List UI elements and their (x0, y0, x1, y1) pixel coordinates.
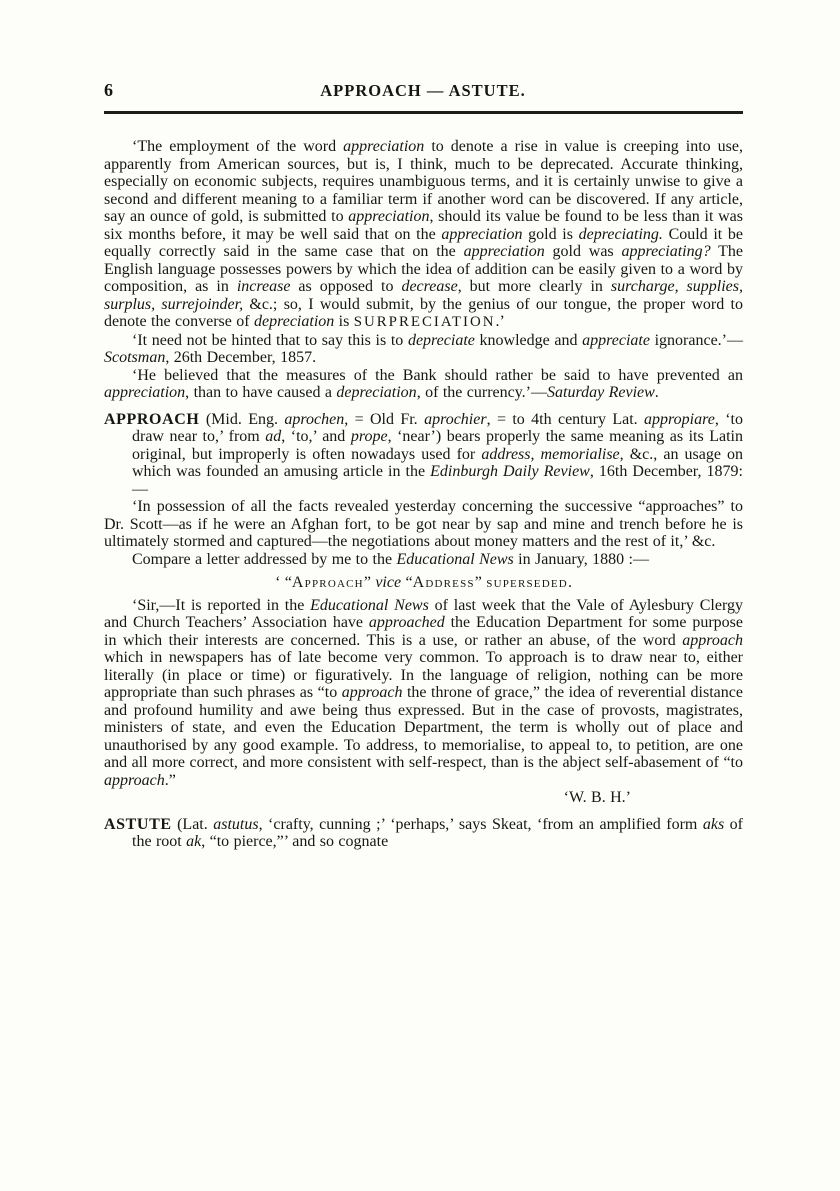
text-run: increase (236, 278, 291, 295)
text-run: Edinburgh Daily Review (430, 463, 590, 480)
text-run: Compare a letter addressed by me to the (132, 550, 397, 568)
quote-bank-measures (104, 367, 743, 402)
text-run: which in newspapers has of late become very common. To approach is to draw near to, either literally (in place or time) or figuratively. In the language of religion, nothing can be more appropriate than such phrases as “to (104, 649, 743, 701)
signature-wbh (104, 789, 743, 807)
text-run: The English language possesses powers by which the idea of addition can be easily given to a word by composition, as in (104, 243, 743, 295)
para-compare-letter (104, 551, 743, 569)
text-run: aks (702, 815, 725, 833)
text-run: , ‘to draw near to,’ from (132, 410, 743, 445)
text-run: &c., an usage on which was founded an amusing article in the (132, 445, 743, 480)
text-run: ‘W. B. H.’ (563, 789, 631, 806)
text-run: Could it be equally correctly said in the same case that on the (104, 225, 744, 260)
page-text-block (104, 138, 743, 851)
text-run: appreciation (463, 243, 545, 260)
text-run: , ‘near’) bears properly the same meaning as its Latin original, but improperly is often nowadays used for (132, 428, 743, 463)
text-run: approached (368, 614, 445, 631)
running-header (104, 80, 742, 102)
text-run: , 16th December, 1879:— (132, 463, 743, 498)
text-run: gold is (522, 225, 579, 243)
text-run: APPROACH (104, 410, 200, 428)
text-run: appreciation (104, 384, 186, 401)
text-run: approach (104, 771, 165, 789)
text-run: (Lat. (171, 815, 214, 833)
text-run: ‘ “ (275, 574, 292, 591)
text-run: “ (401, 574, 413, 591)
text-run: appreciation (441, 225, 523, 243)
text-run: , than to have caused a (185, 384, 337, 401)
text-run: ad (265, 428, 282, 445)
text-run: , should its value be found to be less than it was six months before, it may be well said that on the (104, 208, 743, 243)
text-run: ASTUTE (104, 815, 172, 833)
page-number: 6 (104, 80, 113, 100)
text-run: appreciating? (621, 243, 711, 260)
text-run: vice (375, 574, 402, 591)
text-run: in January, 1880 :— (513, 550, 649, 568)
text-run: , “to pierce,”’ and so cognate (201, 833, 389, 850)
text-run: the Education Department for some purpose in which their interests are concerned. This is a use, or rather an abuse, of the word (104, 614, 743, 649)
text-run: , = Old Fr. (344, 410, 425, 428)
text-run: , ‘crafty, cunning ;’ ‘perhaps,’ says Skeat, ‘from an amplified form (258, 815, 703, 833)
text-run: Approach (291, 574, 364, 591)
text-run: .’ (495, 313, 505, 330)
text-run: Educational News (396, 550, 514, 568)
text-run: astutus (213, 815, 259, 833)
text-run: gold was (544, 243, 622, 260)
text-run: . (654, 384, 659, 401)
text-run: , but more clearly in (457, 278, 611, 295)
text-run: depreciation (336, 384, 417, 401)
text-run: appreciate (582, 331, 650, 349)
text-run: approach (682, 631, 743, 649)
text-run: ‘Sir,—It is reported in the (132, 596, 311, 614)
text-run: depreciate (407, 331, 475, 349)
text-run: to denote a rise in value is creeping into use, apparently from American sources, but is, I think, much to be deprecated. Accurate thinking, especially on economic subjects, requires unambiguous terms, and it is certainly unwise to give a second and different meaning to a familiar term if another word can be discovered. If any article, say an ounce of gold, is submitted to (104, 138, 743, 225)
header-rule (104, 111, 743, 114)
text-run: appropiare (644, 410, 715, 428)
text-run: depreciation (253, 313, 335, 330)
quote-depreciate-knowledge (104, 332, 743, 367)
text-run: Saturday Review (547, 384, 655, 401)
text-run: ” (474, 574, 487, 591)
text-run: as opposed to (290, 278, 402, 295)
text-run: of last week that the Vale of Aylesbury Clergy and Church Teachers’ Association have (104, 596, 743, 631)
text-run: ‘The employment of the word (132, 138, 344, 155)
text-run: superseded (486, 574, 568, 591)
quote-appreciation-employment (104, 138, 743, 332)
text-run: ignorance.’— (649, 331, 744, 349)
text-run: knowledge and (474, 331, 583, 349)
text-run: appreciation (348, 208, 430, 225)
text-run: , 26th December, 1857. (165, 349, 317, 366)
text-run: ‘In possession of all the facts revealed yesterday concerning the successive “approaches” to Dr. Scott—as if he were an Afghan fort, to be got near by sap and mine and trench before he is ultimately stormed and captured—the negotiations about money matters and the rest of it,’ &c. (104, 498, 743, 550)
text-run: , ‘to,’ and (281, 428, 351, 445)
text-run: Scotsman (104, 349, 166, 366)
text-run: appreciation (343, 138, 425, 155)
text-run: of the root (132, 815, 743, 850)
text-run: (Mid. Eng. (199, 410, 285, 428)
text-run: SURPRECIATION (353, 314, 496, 330)
text-run: ‘He believed that the measures of the Bank should rather be said to have prevented an (132, 366, 743, 384)
text-run: aprochen (284, 410, 345, 428)
text-run: surcharge, supplies, surplus, surrejoinder, (104, 278, 743, 313)
text-run: is (334, 313, 354, 330)
quote-letter-sir (104, 597, 743, 790)
text-run: Educational News (310, 596, 429, 614)
text-run: .” (164, 771, 176, 789)
entry-astute (104, 816, 743, 851)
text-run: decrease (401, 278, 458, 295)
text-run: ak (186, 833, 202, 850)
text-run: address, memorialise, (481, 445, 624, 463)
text-run: , = to 4th century Lat. (486, 410, 645, 428)
running-head-title: APPROACH — ASTUTE. (320, 81, 526, 100)
quote-dr-scott (104, 498, 743, 551)
text-run: the throne of grace,” the idea of reverential distance and profound humility and awe being thus expressed. But in the case of provosts, magistrates, ministers of state, and even the Education Department, the term is wholly out of place and unauthorised by any good example. To address, to memorialise, to appeal to, to petition, are one and all more correct, and more consistent with self-respect, than is the abject self-abasement of “to (104, 684, 743, 771)
text-run: prope (350, 428, 388, 445)
text-run: approach (341, 684, 403, 701)
entry-approach (104, 411, 743, 499)
text-run: , of the currency.’— (416, 384, 548, 401)
text-run: ‘It need not be hinted that to say this is to (132, 331, 408, 349)
text-run: &c.; so, I would submit, by the genius of our tongue, the proper word to denote the converse of (104, 295, 743, 330)
text-run: ” (363, 574, 376, 591)
text-run: Address (412, 574, 475, 591)
text-run: depreciating. (578, 225, 663, 243)
heading-approach-vice-address (104, 574, 743, 592)
text-run: aprochier (424, 410, 487, 428)
text-run: . (567, 574, 572, 591)
